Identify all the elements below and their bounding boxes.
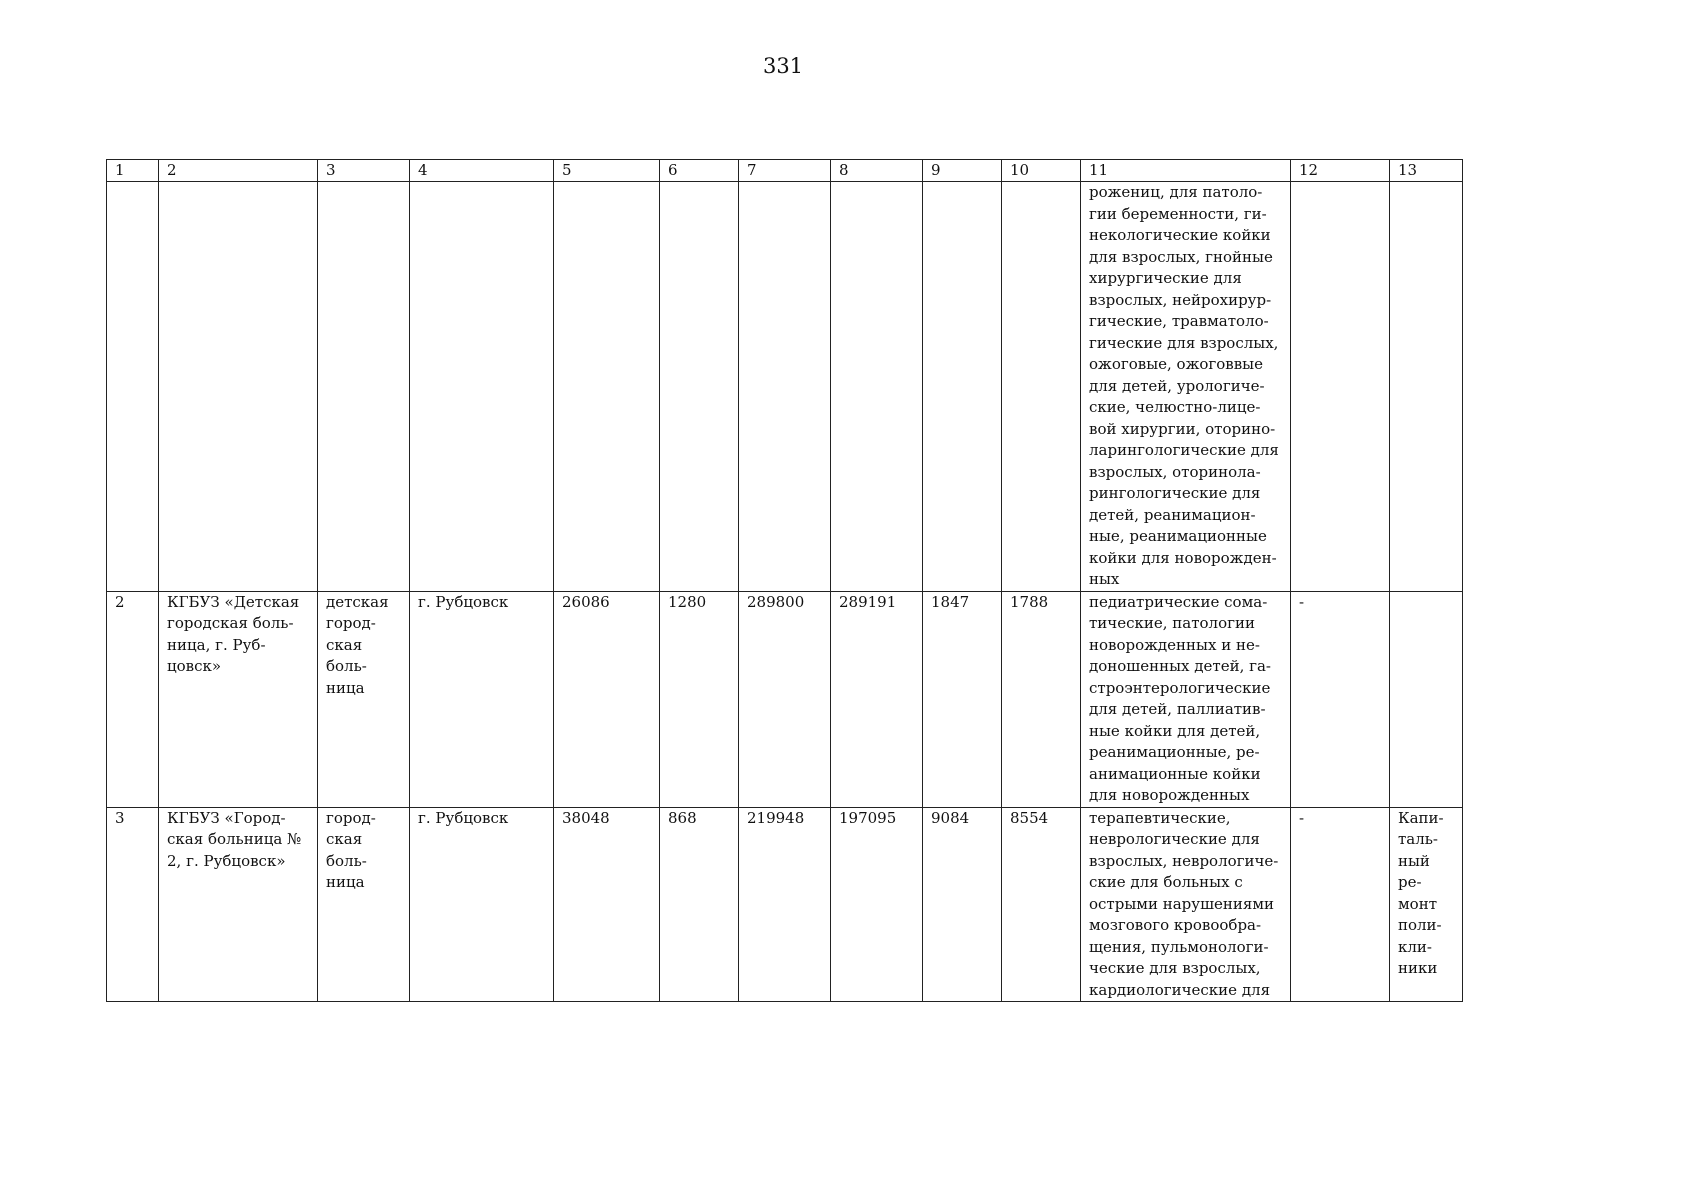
institution-type-cell [318,591,410,807]
cell-text-line: ница, г. Руб- [167,635,266,654]
institution-type-cell [318,182,410,592]
cell-text-line: гические, травматоло- [1089,312,1269,330]
row-number-cell [107,182,159,592]
row-number-cell [107,807,159,1002]
header-cell: 2 [159,160,318,182]
header-cell: 6 [660,160,739,182]
cell-text-line: ские для больных с [1089,873,1243,891]
cell-text-line: г. Рубцовск [418,592,509,611]
cell-text-line: ческие для взрослых, [1089,959,1261,977]
cell-text-line: неврологические для [1089,830,1260,848]
cell-text-line: ларингологические для [1089,441,1279,459]
cell-text-line: - [1299,808,1305,827]
cell-text-line: 1847 [931,592,970,611]
cell-text-line: хирургические для [1089,269,1242,287]
cell-text-line: ные, реанимационные [1089,527,1267,545]
cell-text-line: 868 [668,808,697,827]
table-row [107,591,1463,807]
header-cell: 9 [923,160,1002,182]
c9-value-cell [923,591,1002,807]
cell-text-line: таль- [1398,830,1439,848]
cell-text-line: рингологические для [1089,484,1261,502]
cell-text-line: гические для взрослых, [1089,333,1279,352]
cell-text-line: ре- [1398,873,1422,891]
cell-text-line: цовск» [167,657,222,675]
cell-text-line: для детей, паллиатив- [1089,700,1266,718]
cell-text-line: 1788 [1010,592,1049,611]
c6-value-cell [660,591,739,807]
cell-text-line: ская [326,635,363,654]
header-cell: 12 [1291,160,1390,182]
header-row [107,160,1463,182]
c12-value-cell [1291,591,1390,807]
cell-text-line: 197095 [839,808,897,827]
cell-text-line: ские, челюстно-лице- [1089,398,1261,416]
cell-text-line: взрослых, оторинола- [1089,462,1261,481]
cell-text-line: педиатрические сома- [1089,592,1268,611]
cell-text-line: Капи- [1398,808,1444,827]
bed-profiles-cell [1081,591,1291,807]
cell-text-line: вой хирургии, оторино- [1089,419,1276,438]
cell-text-line: гии беременности, ги- [1089,204,1267,223]
c12-value-cell [1291,807,1390,1002]
locality-cell [410,182,554,592]
cell-text-line: 2, г. Рубцовск» [167,851,286,870]
page-number: 331 [762,54,804,78]
cell-text-line: 289191 [839,592,897,611]
table-row [107,807,1463,1002]
cell-text-line: ники [1398,959,1438,977]
cell-text-line: реанимационные, ре- [1089,743,1260,761]
c10-value-cell [1002,807,1081,1002]
header-cell: 3 [318,160,410,182]
bed-profiles-cell [1081,807,1291,1002]
facilities-table [106,159,1463,1002]
c10-value-cell [1002,182,1081,592]
cell-text-line: - [1299,592,1305,611]
institution-name-cell [159,182,318,592]
c7-value-cell [739,182,831,592]
cell-text-line: доношенных детей, га- [1089,657,1271,675]
cell-text-line: кли- [1398,937,1432,956]
c8-value-cell [831,807,923,1002]
locality-cell [410,591,554,807]
c9-value-cell [923,182,1002,592]
header-cell: 4 [410,160,554,182]
cell-text-line: для новорожденных [1089,786,1250,804]
cell-text-line: КГБУЗ «Детская [167,592,300,611]
cell-text-line: город- [326,808,376,827]
header-cell: 10 [1002,160,1081,182]
cell-text-line: ный [1398,851,1430,870]
cell-text-line: 38048 [562,808,610,827]
cell-text-line: ожоговые, ожоговвые [1089,355,1264,373]
header-cell: 5 [554,160,660,182]
institution-name-cell [159,807,318,1002]
cell-text-line: тические, патологии [1089,614,1255,632]
header-cell: 13 [1390,160,1463,182]
notes-cell [1390,591,1463,807]
cell-text-line: ская больница № [167,830,302,848]
cell-text-line: 9084 [931,808,970,827]
cell-text-line: 219948 [747,808,805,827]
cell-text-line: детская [326,592,389,611]
c10-value-cell [1002,591,1081,807]
cell-text-line: поли- [1398,916,1442,934]
institution-type-cell [318,807,410,1002]
cell-text-line: 3 [115,808,125,827]
cell-text-line: ница [326,678,365,697]
cell-text-line: ская [326,830,363,848]
header-cell: 1 [107,160,159,182]
c8-value-cell [831,591,923,807]
c8-value-cell [831,182,923,592]
c5-value-cell [554,591,660,807]
cell-text-line: острыми нарушениями [1089,894,1275,913]
table-row [107,182,1463,592]
notes-cell [1390,807,1463,1002]
cell-text-line: новорожденных и не- [1089,635,1260,654]
cell-text-line: для взрослых, гнойные [1089,247,1273,266]
cell-text-line: КГБУЗ «Город- [167,808,286,827]
cell-text-line: 289800 [747,592,805,611]
cell-text-line: боль- [326,851,367,870]
c5-value-cell [554,182,660,592]
cell-text-line: щения, пульмонологи- [1089,937,1269,956]
c6-value-cell [660,807,739,1002]
cell-text-line: ные койки для детей, [1089,721,1261,740]
cell-text-line: для детей, урологиче- [1089,376,1265,395]
header-cell: 7 [739,160,831,182]
cell-text-line: рожениц, для патоло- [1089,183,1263,201]
cell-text-line: ница [326,873,365,891]
cell-text-line: строэнтерологические [1089,678,1271,697]
bed-profiles-cell [1081,182,1291,592]
cell-text-line: г. Рубцовск [418,808,509,827]
cell-text-line: анимационные койки [1089,764,1261,783]
cell-text-line: 26086 [562,592,610,611]
cell-text-line: мозгового кровообра- [1089,916,1262,934]
c6-value-cell [660,182,739,592]
cell-text-line: детей, реанимацион- [1089,505,1256,524]
c9-value-cell [923,807,1002,1002]
cell-text-line: 1280 [668,592,707,611]
cell-text-line: взрослых, неврологиче- [1089,851,1279,870]
cell-text-line: ных [1089,570,1120,588]
cell-text-line: терапевтические, [1089,808,1231,827]
header-cell: 8 [831,160,923,182]
notes-cell [1390,182,1463,592]
c12-value-cell [1291,182,1390,592]
cell-text-line: 8554 [1010,808,1049,827]
cell-text-line: взрослых, нейрохирур- [1089,290,1272,309]
c7-value-cell [739,807,831,1002]
cell-text-line: некологические койки [1089,226,1271,244]
cell-text-line: койки для новорожден- [1089,548,1277,567]
institution-name-cell [159,591,318,807]
cell-text-line: 2 [115,592,125,611]
cell-text-line: кардиологические для [1089,980,1271,999]
cell-text-line: боль- [326,657,367,675]
header-cell: 11 [1081,160,1291,182]
c7-value-cell [739,591,831,807]
c5-value-cell [554,807,660,1002]
row-number-cell [107,591,159,807]
cell-text-line: город- [326,614,376,632]
cell-text-line: монт [1398,894,1437,913]
cell-text-line: городская боль- [167,614,294,632]
locality-cell [410,807,554,1002]
